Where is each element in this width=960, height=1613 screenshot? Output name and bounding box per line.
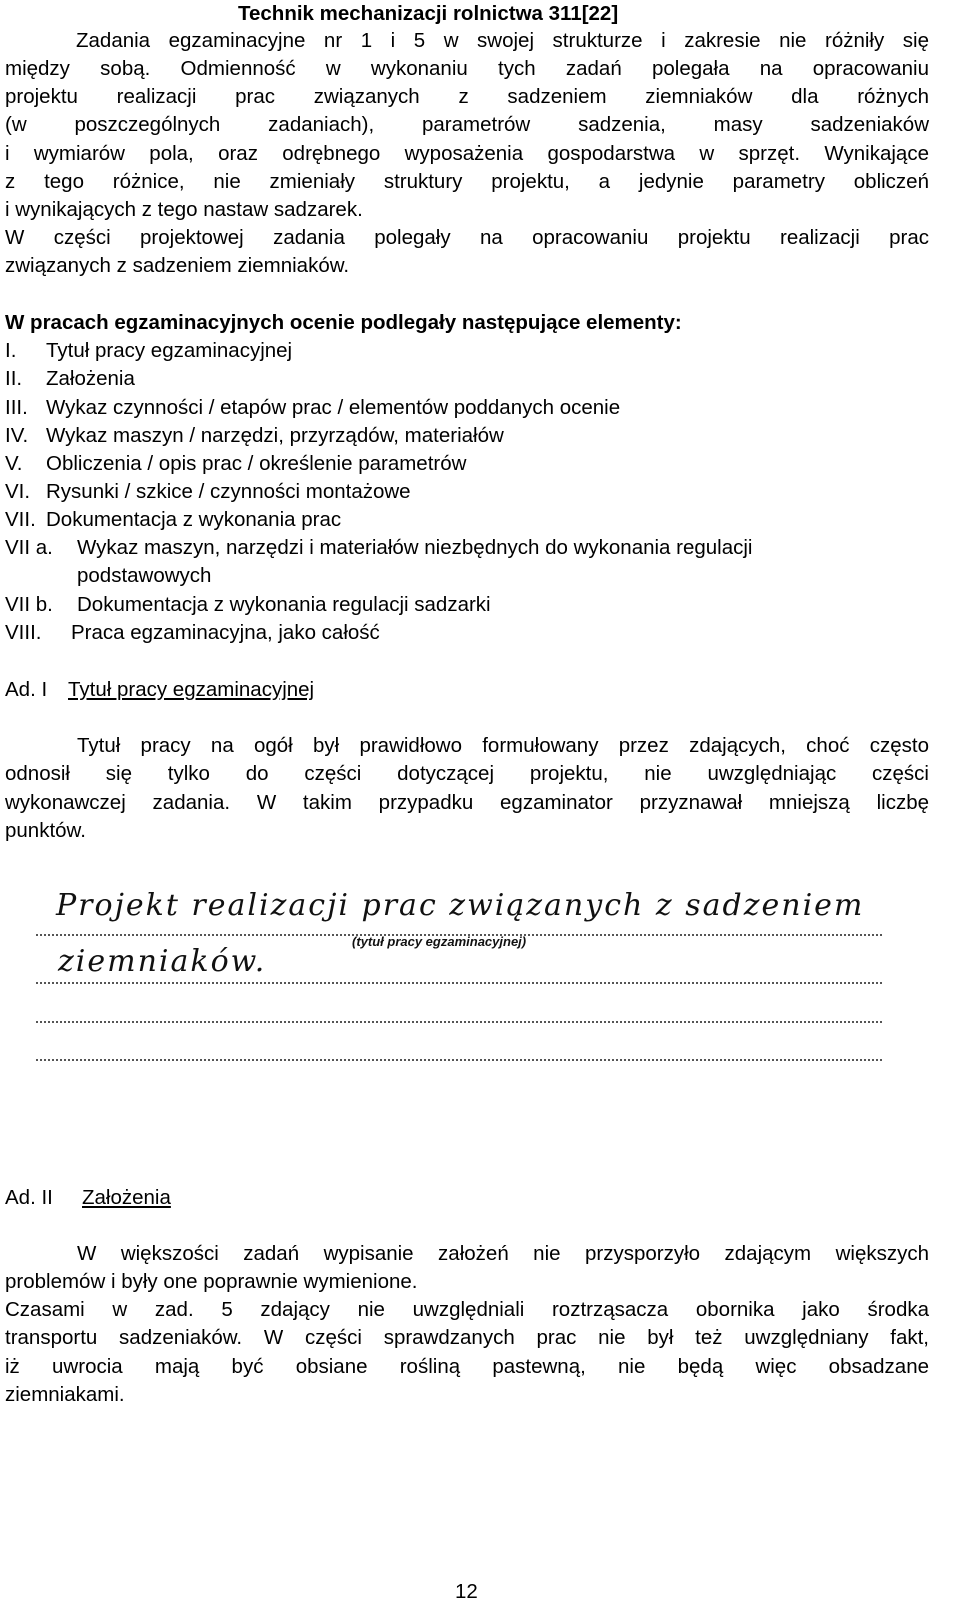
handwriting-caption: (tytuł pracy egzaminacyjnej) xyxy=(352,934,527,949)
page-number: 12 xyxy=(455,1580,478,1603)
list-item xyxy=(5,591,929,619)
list-item-text: Wykaz maszyn, narzędzi i materiałów niezbędnych do wykonania regulacji xyxy=(77,536,753,559)
intro-line: Zadania egzaminacyjne nr 1 i 5 w swojej strukturze i zakresie nie różniły się xyxy=(76,29,929,52)
ad1-line: wykonawczej zadania. W takim przypadku egzaminator przyznawał mniejszą liczbę xyxy=(5,791,929,814)
list-item xyxy=(5,506,929,534)
intro-line: i wynikających z tego nastaw sadzarek. xyxy=(5,198,363,221)
list-item-text: Wykaz maszyn / narzędzi, przyrządów, materiałów xyxy=(46,424,504,447)
list-item-number: VI. xyxy=(5,480,31,503)
list-item xyxy=(5,534,929,562)
list-item-text: Założenia xyxy=(46,367,135,390)
list-item-number: VII. xyxy=(5,508,36,531)
list-item-number: V. xyxy=(5,452,23,475)
section-heading-ad2 xyxy=(5,1184,929,1212)
ad2-line: iż uwrocia mają być obsiane rośliną pastewną, nie będą więc obsadzane xyxy=(5,1355,929,1378)
dotted-line xyxy=(36,1021,882,1023)
section-label: Ad. I xyxy=(5,678,48,701)
list-item-number: VII b. xyxy=(5,593,53,616)
intro-line: między sobą. Odmienność w wykonaniu tych zadań polegała na opracowaniu xyxy=(5,57,929,80)
list-item xyxy=(5,619,929,647)
intro-line: i wymiarów pola, oraz odrębnego wyposażenia gospodarstwa w sprzęt. Wynikające xyxy=(5,142,929,165)
list-item-number: IV. xyxy=(5,424,29,447)
elements-heading: W pracach egzaminacyjnych ocenie podlegały następujące elementy: xyxy=(5,311,682,334)
handwritten-title-line2: ziemniaków. xyxy=(58,944,267,979)
intro-line: projektu realizacji prac związanych z sadzeniem ziemniaków dla różnych xyxy=(5,85,929,108)
list-item-number: I. xyxy=(5,339,17,362)
intro-line: W części projektowej zadania polegały na opracowaniu projektu realizacji prac xyxy=(5,226,929,249)
section-title: Tytuł pracy egzaminacyjnej xyxy=(68,678,315,701)
handwritten-title-line1: Projekt realizacji prac związanych z sadzeniem xyxy=(56,888,865,923)
list-item-text: Obliczenia / opis prac / określenie parametrów xyxy=(46,452,467,475)
list-item xyxy=(5,422,929,450)
list-item-text: Tytuł pracy egzaminacyjnej xyxy=(46,339,293,362)
list-item xyxy=(5,394,929,422)
section-label: Ad. II xyxy=(5,1186,53,1209)
section-heading-ad1 xyxy=(5,676,929,704)
list-item-text: Dokumentacja z wykonania regulacji sadzarki xyxy=(77,593,491,616)
ad1-line: Tytuł pracy na ogół był prawidłowo formułowany przez zdających, choć często xyxy=(77,734,929,757)
list-item xyxy=(5,450,929,478)
list-item xyxy=(5,365,929,393)
list-item-text: Wykaz czynności / etapów prac / elementów poddanych ocenie xyxy=(46,396,621,419)
list-item-text: Dokumentacja z wykonania prac xyxy=(46,508,342,531)
ad2-line: ziemniakami. xyxy=(5,1383,125,1406)
list-item-text: Praca egzaminacyjna, jako całość xyxy=(71,621,380,644)
dotted-line xyxy=(36,982,882,984)
ad2-line: transportu sadzeniaków. W części sprawdzanych prac nie był też uwzględniany fakt, xyxy=(5,1326,929,1349)
page-title: Technik mechanizacji rolnictwa 311[22] xyxy=(238,2,619,25)
intro-line: (w poszczególnych zadaniach), parametrów sadzenia, masy sadzeniaków xyxy=(5,113,929,136)
list-item-continuation: podstawowych xyxy=(77,564,212,587)
list-item-number: II. xyxy=(5,367,23,390)
section-title: Założenia xyxy=(82,1186,171,1209)
intro-line: związanych z sadzeniem ziemniaków. xyxy=(5,254,350,277)
list-item-number: VIII. xyxy=(5,621,42,644)
ad2-line: problemów i były one poprawnie wymienione. xyxy=(5,1270,418,1293)
list-item-text: Rysunki / szkice / czynności montażowe xyxy=(46,480,411,503)
ad2-line: Czasami w zad. 5 zdający nie uwzględniali roztrząsacza obornika jako środka xyxy=(5,1298,929,1321)
ad2-line: W większości zadań wypisanie założeń nie przysporzyło zdającym większych xyxy=(77,1242,929,1265)
dotted-line xyxy=(36,1059,882,1061)
intro-line: z tego różnice, nie zmieniały struktury projektu, a jedynie parametry obliczeń xyxy=(5,170,929,193)
list-item xyxy=(5,337,929,365)
list-item-number: VII a. xyxy=(5,536,53,559)
list-item xyxy=(5,478,929,506)
ad1-line: punktów. xyxy=(5,819,86,842)
list-item-number: III. xyxy=(5,396,28,419)
ad1-line: odnosił się tylko do części dotyczącej projektu, nie uwzględniając części xyxy=(5,762,929,785)
